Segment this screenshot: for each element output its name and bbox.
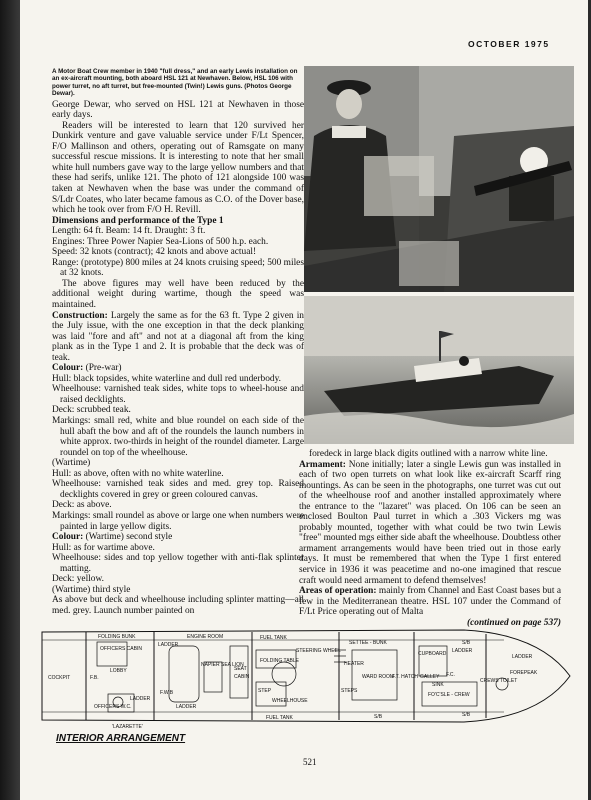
label-lazarette: 'LAZARETTE' (112, 724, 143, 730)
steering-wheel-symbol (272, 662, 296, 686)
run-in-text: (Wartime) second style (83, 532, 173, 543)
label-wheelhouse: WHEELHOUSE (272, 698, 308, 704)
label-fuel-tank-top: FUEL TANK (260, 635, 287, 641)
label-fwb: F.W.B (160, 690, 174, 696)
label-settee-bunk: SETTEE - BUNK (349, 640, 387, 646)
label-ft-hatch: F.T. HATCH (392, 674, 419, 680)
paragraph (52, 311, 304, 364)
run-in-heading: Construction: (52, 310, 108, 321)
label-fcsle-crew: FO'C'SLE - CREW (428, 692, 470, 698)
run-in-text: mainly from Channel and East Coast bases but a few in the Mediterranean theatre. HSL 107 under the Command of F/Lt Price operating out of Malta (299, 586, 562, 618)
label-ward-room: WARD ROOM (362, 674, 395, 680)
right-column (299, 449, 561, 628)
spec-line: Wheelhouse: varnished teak sides, white tops to wheel-house and raised decklights. (52, 384, 304, 405)
label-ladder: LADDER (176, 704, 197, 710)
run-in-heading: Colour: (52, 363, 84, 374)
spec-line: Length: 64 ft. Beam: 14 ft. Draught: 3 ft. (52, 226, 206, 237)
label-engine-room: ENGINE ROOM (187, 634, 224, 640)
interior-arrangement-diagram (34, 622, 576, 730)
spec-line: Hull: as for wartime above. (52, 542, 155, 553)
spec-line: Deck: scrubbed teak. (52, 405, 131, 416)
paragraph (299, 460, 561, 587)
label-folding-bunk: FOLDING BUNK (98, 634, 136, 640)
label-heater: HEATER (344, 661, 364, 667)
label-crews-toilet: CREWS TOILET (480, 678, 518, 684)
paragraph: As above but deck and wheelhouse including splinter matting—all med. grey. Launch number painted on (52, 595, 304, 616)
spec-line: Deck: yellow. (52, 574, 104, 585)
continued-note: (continued on page 537) (466, 617, 561, 628)
spec-line: Speed: 32 knots (contract); 42 knots and above actual! (52, 247, 257, 258)
label-cabin: CABIN (234, 674, 250, 680)
spec-line: Range: (prototype) 800 miles at 24 knots cruising speed; 500 miles at 32 knots. (52, 257, 304, 279)
label-folding-table: FOLDING TABLE (260, 658, 299, 664)
spec-line: Deck: as above. (52, 500, 112, 511)
label-fuel-tank-bottom: FUEL TANK (266, 715, 293, 721)
run-in-heading: Colour: (52, 532, 84, 543)
label-napier-sea-lion: NAPIER SEA LION (201, 662, 244, 668)
label-galley: GALLEY (420, 674, 440, 680)
label-fb: F.B. (90, 675, 99, 681)
crew-photo-image (304, 66, 574, 292)
left-column (52, 68, 304, 616)
diagram-title: INTERIOR ARRANGEMENT (56, 733, 186, 744)
page-gutter-shadow (0, 0, 20, 800)
spec-line: Wheelhouse: sides and top yellow together with anti-flak splinter matting. (52, 553, 304, 574)
magazine-page (20, 0, 588, 800)
spec-line: Engines: Three Power Napier Sea-Lions of 500 h.p. each. (52, 236, 269, 247)
label-step: STEP (258, 688, 272, 694)
label-seat: SEAT (234, 666, 247, 672)
spec-line: (Wartime) third style (52, 584, 131, 595)
label-sink: SINK (432, 682, 444, 688)
section-heading: Dimensions and performance of the Type 1 (52, 215, 224, 226)
label-steering-wheel: STEERING WHEEL (296, 648, 341, 654)
run-in-text: Largely the same as for the 63 ft. Type 2 given in the July issue, with the one exception in that the deck planking was laid "fore and aft" and not at a diagonal aft from the king plank as in the Type 1 and 2. It is probable that the deck was of teak. (52, 310, 304, 363)
spec-line: Markings: small red, white and blue roundel on each side of the hull abaft the bow and aft of the roundels the launch numbers in white approx. two-thirds in height of the roundel diameter. Large roundel on top of the wheelhouse. (52, 416, 304, 458)
run-in-heading: Armament: (299, 459, 346, 470)
paragraph: Readers will be interested to learn that 120 survived her Dunkirk venture and gave valuable service under F/Lt Spencer, F/O Mallinson and others, operating out of Ramsgate on many successful rescue missions. It is interesting to note that her small white hull numbers gave way to the large yellow numbers and that these had serifs, unlike 121. The photo of 121 alongside 100 was taken at Newhaven when the base was under the command of S/Ldr Coates, who later became famous as C.O. of the Dover base, which he took over from F/O H. Revill. (52, 120, 304, 216)
paragraph: foredeck in large black digits outlined with a narrow white line. (309, 449, 548, 459)
photo-caption: A Motor Boat Crew member in 1940 "full dress," and an early Lewis installation on an ex-aircraft mounting, both aboard HSL 121 at Newhaven. Below, HSL 106 with power turret, no aft turret, but free-mounted (Twin!) Lewis guns. (Photos George Dewar). (52, 68, 298, 98)
page-number: 521 (303, 757, 317, 767)
boat-photo-image (304, 296, 574, 444)
paragraph (52, 532, 304, 543)
spec-line: Wheelhouse: varnished teak sides and med. grey top. Raised decklights covered in grey or green coloured canvas. (52, 479, 304, 500)
hsl-106-photo (304, 296, 574, 444)
spec-line: Hull: as above, often with no white waterline. (52, 468, 224, 479)
label-officers-cabin: OFFICERS CABIN (100, 646, 142, 652)
paragraph (299, 586, 561, 618)
crew-photo-collage (304, 66, 574, 292)
label-ladder: LADDER (130, 696, 151, 702)
label-fc: F.C. (446, 672, 455, 678)
label-ladder: LADDER (512, 654, 533, 660)
label-cockpit: COCKPIT (48, 675, 71, 681)
spec-line: Hull: black topsides, white waterline and dull red underbody. (52, 373, 282, 384)
issue-header: OCTOBER 1975 (468, 39, 550, 49)
label-ladder: LADDER (158, 642, 179, 648)
label-forepeak: FOREPEAK (510, 670, 538, 676)
engine-block (169, 646, 199, 702)
run-in-heading: Areas of operation: (299, 586, 377, 597)
label-sb-mid: S/B (462, 712, 471, 718)
spec-line: Markings: small roundel as above or large one when numbers were painted in large yellow digits. (52, 510, 304, 532)
label-cupboard: CUPBOARD (418, 651, 447, 657)
spec-line: (Wartime) (52, 458, 91, 469)
paragraph: The above figures may well have been reduced by the additional weight during wartime, though the speed was maintained. (52, 278, 304, 311)
run-in-text: (Pre-war) (83, 363, 122, 374)
run-in-text: None initially; later a single Lewis gun was installed in each of two open turrets on what look like ex-aircraft Scarff ring mountings. As can be seen in the photographs, one turret was cut out of the wheelhouse roof and another installed approximately where the entrance to the "lazaret" was placed. On 106 can be seen an enclosed Boulton Paul turret in which a .303 Vickers mg was probably mounted, together with what could be two twin Lewis "free" mounted mgs either side abaft the wheelhouse. Doubtless other armament arrangements would have been tried out in those early days. It must be remembered that when the Type 1 first entered service in 1936 it was peacetime and no-one imagined that rescue craft would need armament to defend themselves! (299, 459, 561, 586)
label-sb-bottom: S/B (374, 714, 383, 720)
label-sb-top: S/B (462, 640, 471, 646)
paragraph: George Dewar, who served on HSL 121 at Newhaven in those early days. (52, 99, 304, 121)
paragraph (52, 363, 304, 374)
label-steps: STEPS (341, 688, 358, 694)
label-lobby: LOBBY (110, 668, 127, 674)
label-ladder: LADDER (452, 648, 473, 654)
label-officers-wc: OFFICERS W.C. (94, 704, 132, 710)
